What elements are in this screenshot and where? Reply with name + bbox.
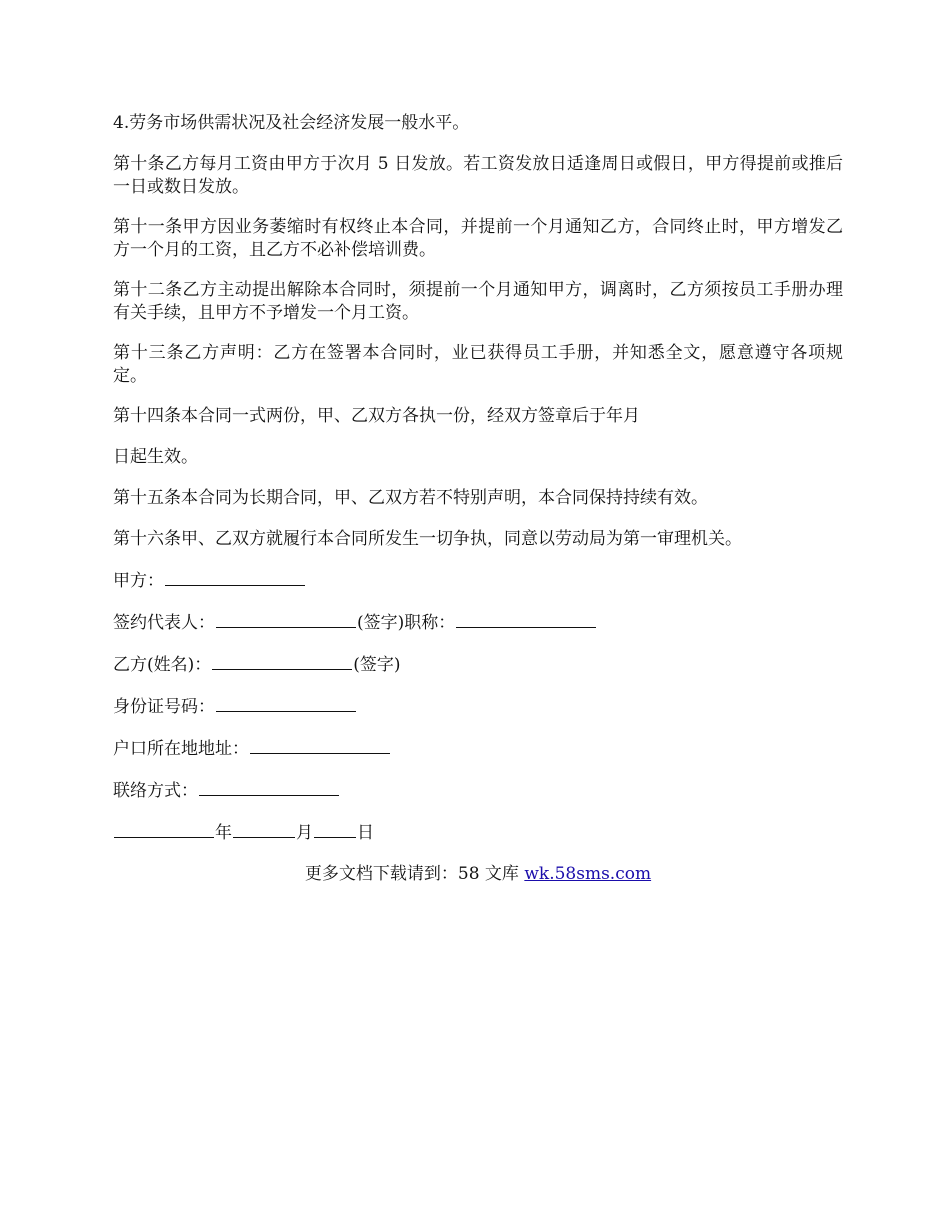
year-label: 年 (215, 823, 232, 843)
id-number-blank[interactable] (216, 695, 356, 712)
clause-10: 第十条乙方每月工资由甲方于次月 5 日发放。若工资发放日适逢周日或假日，甲方得提前或推后一日或数日发放。 (113, 154, 843, 197)
clause-15: 第十五条本合同为长期合同，甲、乙双方若不特别声明，本合同保持持续有效。 (113, 488, 708, 508)
title-blank[interactable] (456, 611, 596, 628)
representative-label: 签约代表人： (113, 613, 215, 633)
clause-16: 第十六条甲、乙双方就履行本合同所发生一切争执，同意以劳动局为第一审理机关。 (113, 529, 742, 549)
representative-blank[interactable] (216, 611, 356, 628)
party-a-blank[interactable] (165, 569, 305, 586)
document-page (113, 112, 843, 886)
id-number-line (113, 695, 843, 719)
clause-11: 第十一条甲方因业务萎缩时有权终止本合同，并提前一个月通知乙方，合同终止时，甲方增发乙方一个月的工资，且乙方不必补偿培训费。 (113, 217, 843, 260)
clause-12: 第十二条乙方主动提出解除本合同时，须提前一个月通知甲方，调离时，乙方须按员工手册办理有关手续，且甲方不予增发一个月工资。 (113, 280, 843, 323)
party-b-blank[interactable] (212, 653, 352, 670)
month-label: 月 (296, 823, 313, 843)
hukou-label: 户口所在地地址： (113, 739, 249, 759)
party-a-label: 甲方： (113, 571, 164, 591)
id-number-label: 身份证号码： (113, 697, 215, 717)
hukou-line (113, 737, 843, 761)
signature-label: (签字) (353, 655, 401, 675)
clause-14: 第十四条本合同一式两份，甲、乙双方各执一份，经双方签章后于年月 (113, 406, 640, 426)
party-b-line (113, 653, 843, 677)
clause-14-continued: 日起生效。 (113, 447, 198, 467)
clause-13: 第十三条乙方声明：乙方在签署本合同时，业已获得员工手册，并知悉全文，愿意遵守各项规定。 (113, 343, 843, 386)
contact-line (113, 779, 843, 803)
month-blank[interactable] (233, 821, 295, 838)
hukou-blank[interactable] (250, 737, 390, 754)
footer-note (113, 863, 843, 886)
party-b-label: 乙方(姓名)： (113, 655, 212, 675)
title-label: (签字)职称： (357, 613, 456, 633)
footer-link[interactable]: wk.58sms.com (524, 864, 652, 884)
contact-label: 联络方式： (113, 781, 198, 801)
representative-line (113, 611, 843, 635)
day-blank[interactable] (314, 821, 356, 838)
date-line (113, 821, 843, 845)
year-blank[interactable] (114, 821, 214, 838)
party-a-line (113, 569, 843, 593)
footer-text: 更多文档下载请到：58 文库 (304, 864, 525, 884)
contact-blank[interactable] (199, 779, 339, 796)
clause-item-4: 4.劳务市场供需状况及社会经济发展一般水平。 (113, 113, 470, 133)
day-label: 日 (357, 823, 374, 843)
